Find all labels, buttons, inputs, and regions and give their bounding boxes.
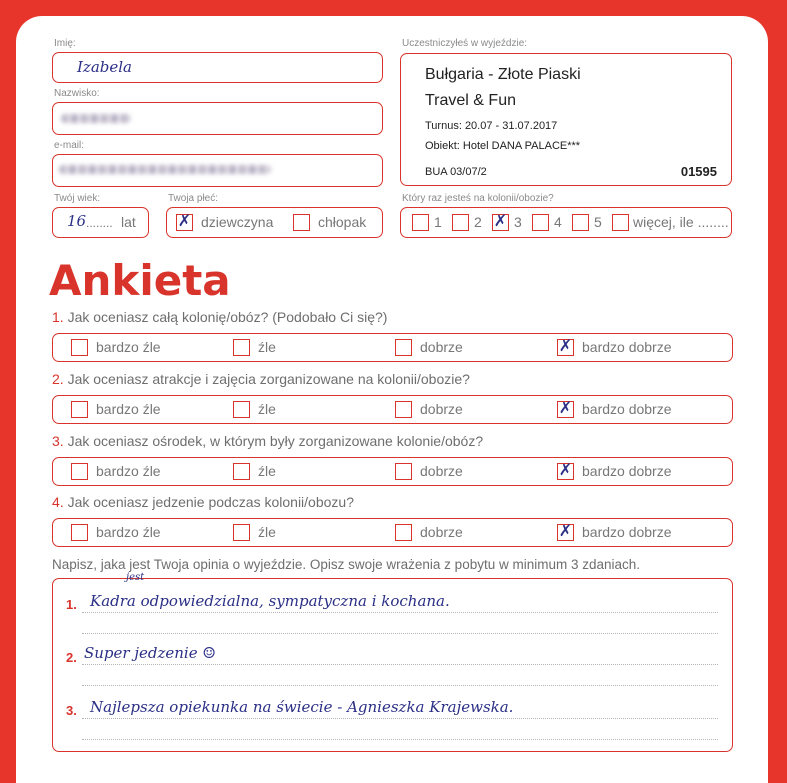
trip-destination: Bułgaria - Złote Piaski: [425, 66, 581, 83]
q2-option-2-checkbox[interactable]: [233, 401, 250, 418]
checkmark-icon: ✗: [177, 211, 192, 230]
email-label: e-mail:: [54, 140, 85, 151]
opinion-line-3: Najlepsza opiekunka na świecie - Agnieszka Krajewska.: [90, 698, 514, 716]
times-checkbox-more[interactable]: [612, 214, 629, 231]
q2-option-1-checkbox[interactable]: [71, 401, 88, 418]
question-number: 2.: [52, 371, 64, 387]
q2-option-2-label: źle: [258, 401, 276, 417]
times-checkbox-4[interactable]: [532, 214, 549, 231]
q4-option-2-checkbox[interactable]: [233, 524, 250, 541]
q1-option-1-label: bardzo źle: [96, 339, 161, 355]
surname-label: Nazwisko:: [54, 88, 100, 99]
answer-row-2: [52, 395, 733, 424]
times-option-1: 1: [434, 214, 442, 230]
question-number: 3.: [52, 433, 64, 449]
gender-male-label: chłopak: [318, 214, 367, 230]
age-field[interactable]: [52, 207, 149, 238]
survey-title: Ankieta: [49, 256, 231, 305]
q4-option-3-checkbox[interactable]: [395, 524, 412, 541]
times-label: Który raz jesteś na kolonii/obozie?: [402, 193, 554, 204]
times-option-more: więcej, ile ........: [633, 214, 729, 230]
opinion-line-number: 2.: [66, 650, 77, 665]
q3-option-1-label: bardzo źle: [96, 463, 161, 479]
q4-option-2-label: źle: [258, 524, 276, 540]
trip-program: Travel & Fun: [425, 92, 516, 109]
question-1: [52, 309, 387, 325]
checkmark-icon: ✗: [558, 460, 573, 479]
ruled-line: [82, 633, 718, 634]
times-option-4: 4: [554, 214, 562, 230]
times-option-5: 5: [594, 214, 602, 230]
name-label: Imię:: [54, 38, 76, 49]
checkmark-icon: ✗: [558, 521, 573, 540]
q4-option-1-label: bardzo źle: [96, 524, 161, 540]
question-2: [52, 371, 470, 387]
email-redacted: [59, 165, 271, 174]
ruled-line: [82, 612, 718, 613]
q3-option-2-label: źle: [258, 463, 276, 479]
gender-female-label: dziewczyna: [201, 214, 274, 230]
trip-info-box: [400, 53, 732, 186]
q1-option-1-checkbox[interactable]: [71, 339, 88, 356]
q2-option-3-label: dobrze: [420, 401, 463, 417]
opinion-line-number: 3.: [66, 703, 77, 718]
times-checkbox-5[interactable]: [572, 214, 589, 231]
question-number: 1.: [52, 309, 64, 325]
q4-option-4-checkbox[interactable]: [557, 521, 574, 541]
answer-row-4: [52, 518, 733, 547]
gender-field: [166, 207, 383, 238]
q4-option-1-checkbox[interactable]: [71, 524, 88, 541]
q3-option-3-checkbox[interactable]: [395, 463, 412, 480]
opinion-prompt: Napisz, jaka jest Twoja opinia o wyjeździe. Opisz swoje wrażenia z pobytu w minimum 3 zdaniach.: [52, 557, 641, 572]
q1-option-3-label: dobrze: [420, 339, 463, 355]
opinion-insert: jest: [126, 572, 145, 583]
q2-option-3-checkbox[interactable]: [395, 401, 412, 418]
times-checkbox-2[interactable]: [452, 214, 469, 231]
q1-option-3-checkbox[interactable]: [395, 339, 412, 356]
times-checkbox-3[interactable]: [492, 211, 509, 231]
times-option-3: 3: [514, 214, 522, 230]
gender-female-checkbox[interactable]: [176, 211, 193, 231]
ruled-line: [82, 739, 718, 740]
question-number: 4.: [52, 494, 64, 510]
question-3: [52, 433, 483, 449]
question-text: Jak oceniasz całą kolonię/obóz? (Podobało Ci się?): [67, 309, 388, 325]
age-value: 16: [67, 212, 87, 230]
question-text: Jak oceniasz atrakcje i zajęcia zorganizowane na kolonii/obozie?: [67, 371, 470, 387]
q3-option-4-checkbox[interactable]: [557, 460, 574, 480]
opinion-line-1: Kadra odpowiedzialna, sympatyczna i kochana.: [90, 592, 450, 610]
opinion-line-number: 1.: [66, 597, 77, 612]
question-4: [52, 494, 354, 510]
times-checkbox-1[interactable]: [412, 214, 429, 231]
answer-row-3: [52, 457, 733, 486]
times-option-2: 2: [474, 214, 482, 230]
age-unit: lat: [121, 214, 136, 230]
name-field[interactable]: [52, 52, 383, 83]
q3-option-2-checkbox[interactable]: [233, 463, 250, 480]
email-field[interactable]: [52, 154, 383, 187]
q3-option-4-label: bardzo dobrze: [582, 463, 672, 479]
trip-label: Uczestniczyłeś w wyjeździe:: [402, 38, 528, 49]
checkmark-icon: ✗: [493, 211, 508, 230]
question-text: Jak oceniasz jedzenie podczas kolonii/obozu?: [67, 494, 354, 510]
answer-row-1: [52, 333, 733, 362]
trip-code: BUA 03/07/2: [425, 166, 487, 178]
checkmark-icon: ✗: [558, 336, 573, 355]
ruled-line: [82, 664, 718, 665]
times-field: [400, 207, 732, 238]
q1-option-4-label: bardzo dobrze: [582, 339, 672, 355]
q1-option-2-checkbox[interactable]: [233, 339, 250, 356]
question-text: Jak oceniasz ośrodek, w którym były zorganizowane kolonie/obóz?: [67, 433, 484, 449]
q2-option-4-label: bardzo dobrze: [582, 401, 672, 417]
surname-redacted: [61, 114, 131, 123]
trip-turnus: Turnus: 20.07 - 31.07.2017: [425, 120, 558, 132]
surname-field[interactable]: [52, 102, 383, 135]
ruled-line: [82, 718, 718, 719]
opinion-line-2: Super jedzenie ☺: [84, 644, 216, 662]
age-dots: ........: [86, 216, 113, 230]
q2-option-1-label: bardzo źle: [96, 401, 161, 417]
trip-number: 01595: [680, 164, 717, 179]
gender-label: Twoja płeć:: [168, 193, 219, 204]
q4-option-4-label: bardzo dobrze: [582, 524, 672, 540]
age-label: Twój wiek:: [54, 193, 101, 204]
q3-option-1-checkbox[interactable]: [71, 463, 88, 480]
gender-male-checkbox[interactable]: [293, 214, 310, 231]
q1-option-2-label: źle: [258, 339, 276, 355]
name-value: Izabela: [77, 58, 132, 76]
q1-option-4-checkbox[interactable]: [557, 336, 574, 356]
q2-option-4-checkbox[interactable]: [557, 398, 574, 418]
trip-object: Obiekt: Hotel DANA PALACE***: [425, 140, 581, 152]
checkmark-icon: ✗: [558, 398, 573, 417]
ruled-line: [82, 685, 718, 686]
q3-option-3-label: dobrze: [420, 463, 463, 479]
q4-option-3-label: dobrze: [420, 524, 463, 540]
